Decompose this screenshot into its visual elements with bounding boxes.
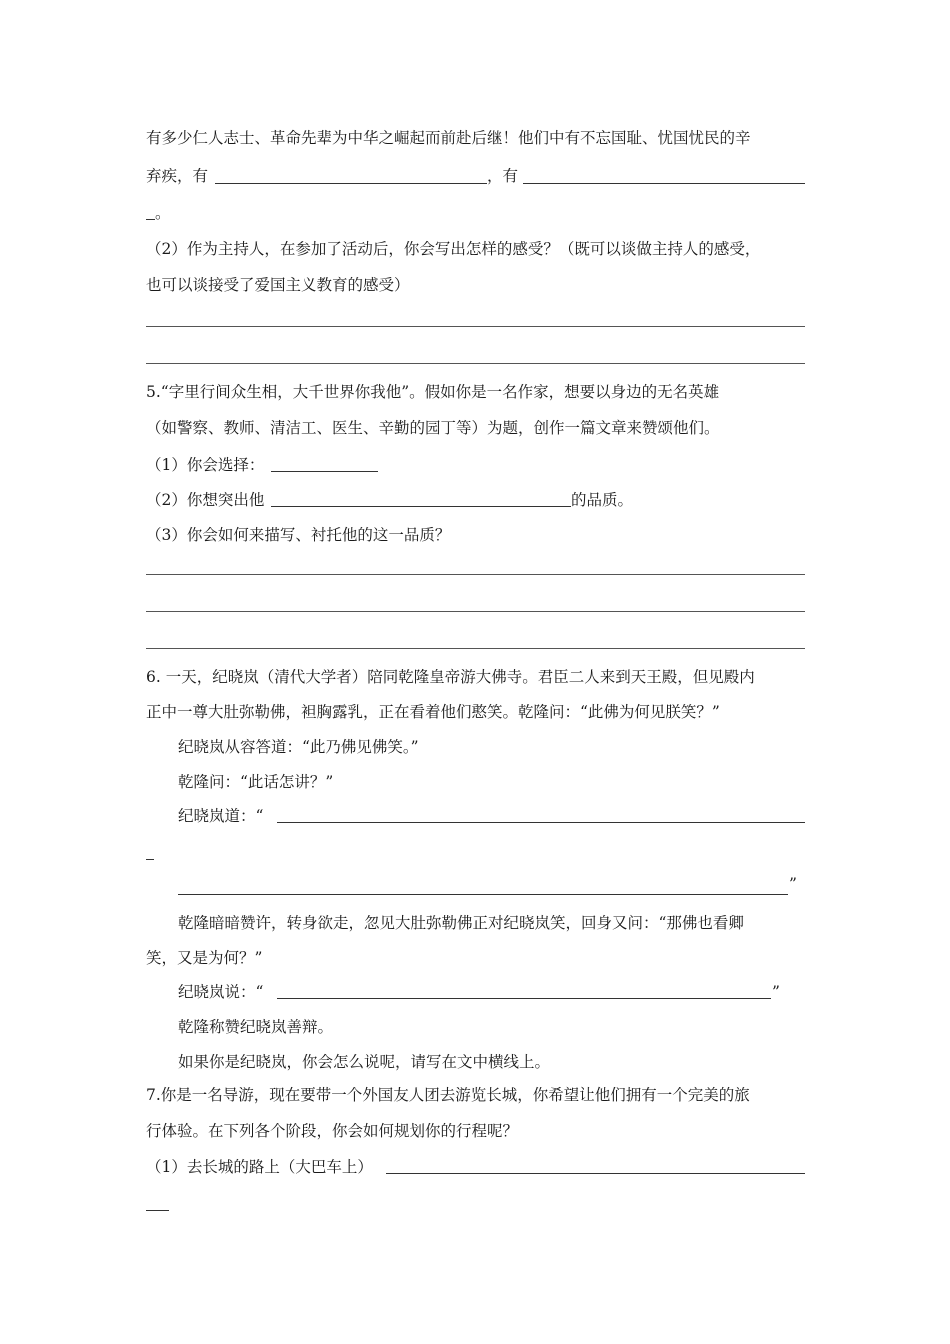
q7-text-line-1: 7.你是一名导游，现在要带一个外国友人团去游览长城，你希望让他们拥有一个完美的旅 — [146, 1086, 750, 1104]
q5-blank-quality[interactable] — [271, 506, 571, 507]
q6-blank-1-cont[interactable] — [146, 859, 154, 860]
q6-blank-2[interactable] — [277, 998, 771, 999]
q6-text-line-2: 正中一尊大肚弥勒佛，袒胸露乳，正在看着他们憨笑。乾隆问：“此佛为何见朕笑？” — [146, 703, 720, 721]
q6-text-line-3: 纪晓岚从容答道：“此乃佛见佛笑。” — [178, 738, 419, 756]
q6-text-line-8: 纪晓岚说：“ — [178, 983, 264, 1001]
q7-text-line-2: 行体验。在下列各个阶段，你会如何规划你的行程呢？ — [146, 1122, 519, 1140]
q4-text-line-2a: 弃疾，有 — [146, 167, 209, 185]
q5-sub2-a: （2）你想突出他 — [146, 491, 265, 509]
q4-answer-line-1[interactable] — [146, 326, 805, 327]
q4-text-line-2b: ，有 — [487, 167, 519, 185]
q6-text-line-1: 6. 一天，纪晓岚（清代大学者）陪同乾隆皇帝游大佛寺。君臣二人来到天王殿，但见殿内 — [146, 668, 755, 686]
q6-text-line-7: 笑，又是为何？” — [146, 949, 263, 967]
q6-text-line-4: 乾隆问：“此话怎讲？” — [178, 773, 334, 791]
q4-answer-line-2[interactable] — [146, 363, 805, 364]
q6-close-quote-1: ” — [789, 875, 797, 893]
q7-blank-1[interactable] — [386, 1173, 805, 1174]
q7-sub1: （1）去长城的路上（大巴车上） — [146, 1158, 373, 1176]
q6-text-line-9: 乾隆称赞纪晓岚善辩。 — [178, 1018, 334, 1036]
q7-blank-1-cont[interactable] — [146, 1210, 169, 1211]
q5-answer-line-1[interactable] — [146, 574, 805, 575]
q5-sub2-b: 的品质。 — [571, 491, 634, 509]
q4-sub2-line-b: 也可以谈接受了爱国主义教育的感受） — [146, 276, 410, 294]
q5-text-line-2: （如警察、教师、清洁工、医生、辛勤的园丁等）为题，创作一篇文章来赞颂他们。 — [146, 419, 720, 437]
q6-close-quote-2: ” — [772, 983, 780, 1001]
q6-blank-1[interactable] — [277, 822, 805, 823]
q6-text-line-5: 纪晓岚道：“ — [178, 807, 264, 825]
q6-text-line-10: 如果你是纪晓岚，你会怎么说呢，请写在文中横线上。 — [178, 1053, 551, 1071]
q4-blank-2-cont[interactable] — [146, 219, 155, 220]
q6-blank-1-line-2[interactable] — [178, 894, 788, 895]
q4-text-line-1: 有多少仁人志士、革命先辈为中华之崛起而前赴后继！他们中有不忘国耻、忧国忧民的辛 — [146, 129, 751, 147]
q5-sub1: （1）你会选择： — [146, 456, 265, 474]
q5-blank-choose[interactable] — [271, 471, 378, 472]
q5-text-line-1: 5.“字里行间众生相，大千世界你我他”。假如你是一名作家，想要以身边的无名英雄 — [146, 383, 720, 401]
q4-sub2-line-a: （2）作为主持人，在参加了活动后，你会写出怎样的感受？（既可以谈做主持人的感受， — [146, 240, 761, 258]
q6-text-line-6: 乾隆暗暗赞许，转身欲走，忽见大肚弥勒佛正对纪晓岚笑，回身又问：“那佛也看卿 — [178, 914, 744, 932]
q4-blank-2[interactable] — [523, 183, 805, 184]
q5-answer-line-2[interactable] — [146, 611, 805, 612]
q5-answer-line-3[interactable] — [146, 648, 805, 649]
q5-sub3: （3）你会如何来描写、衬托他的这一品质？ — [146, 526, 451, 544]
q4-text-line-3: 。 — [155, 204, 171, 222]
q4-blank-1[interactable] — [215, 183, 487, 184]
